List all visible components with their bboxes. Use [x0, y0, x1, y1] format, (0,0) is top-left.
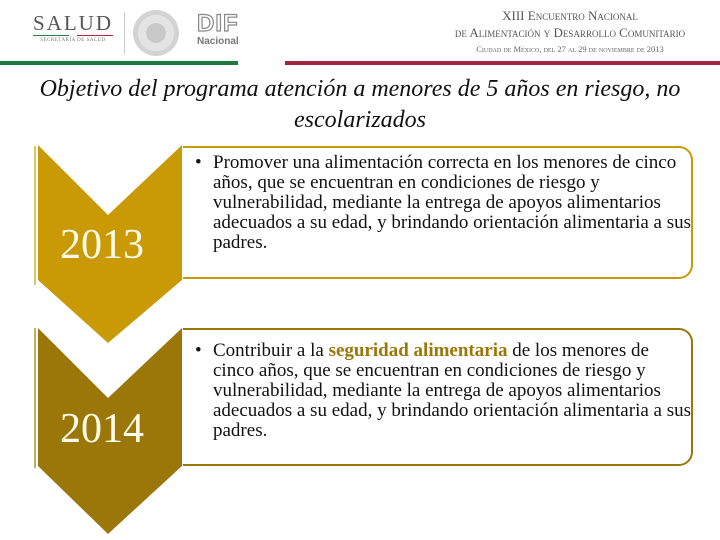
dif-logo-subtitle: Nacional: [197, 36, 239, 47]
event-title-line1: XIII Encuentro Nacional: [502, 8, 638, 23]
slide-header: [0, 0, 720, 66]
year-label-2014: 2014: [60, 406, 144, 452]
header-red-bar: [285, 61, 720, 65]
dif-logo-mark: DIF: [197, 10, 239, 37]
slide-title: Objetivo del programa atención a menores de 5 años en riesgo, no escolarizados: [39, 76, 681, 133]
year-label-2013: 2013: [60, 222, 144, 268]
salud-logo-rule: [33, 35, 113, 36]
objective-box-2013: [183, 146, 693, 279]
salud-logo-subtitle: SECRETARÍA DE SALUD: [40, 38, 106, 43]
highlight-seguridad-alimentaria: seguridad alimentaria: [328, 340, 508, 361]
objective-text-2013: • Promover una alimentación correcta en los menores de cinco años, que se encuentran en condiciones de riesgo y vulnerabilidad, mediante la entrega de apoyos alimentarios adecuados a su edad, y brindando orientación alimentaria a sus padres.: [195, 152, 691, 253]
salud-logo: [33, 12, 113, 43]
objective-text-2014: • Contribuir a la seguridad alimentaria de los menores de cinco años, que se encuentran en condiciones de riesgo y vulnerabilidad, mediante la entrega de apoyos alimentarios adecuados a su edad, y brindando orientación alimentaria a sus padres.: [195, 340, 691, 441]
bullet-icon: •: [195, 152, 202, 173]
event-dates: Ciudad de México, del 27 al 29 de noviembre de 2013: [476, 44, 664, 54]
salud-logo-name: SALUD: [33, 11, 114, 35]
national-seal-icon: [133, 10, 179, 56]
header-green-bar: [0, 61, 238, 65]
event-title: [420, 8, 720, 57]
objective-box-2014: [183, 328, 693, 466]
bullet-icon: •: [195, 340, 202, 361]
logo-divider: [124, 12, 125, 54]
dif-logo: [197, 12, 239, 47]
event-title-line2: de Alimentación y Desarrollo Comunitario: [454, 25, 686, 40]
